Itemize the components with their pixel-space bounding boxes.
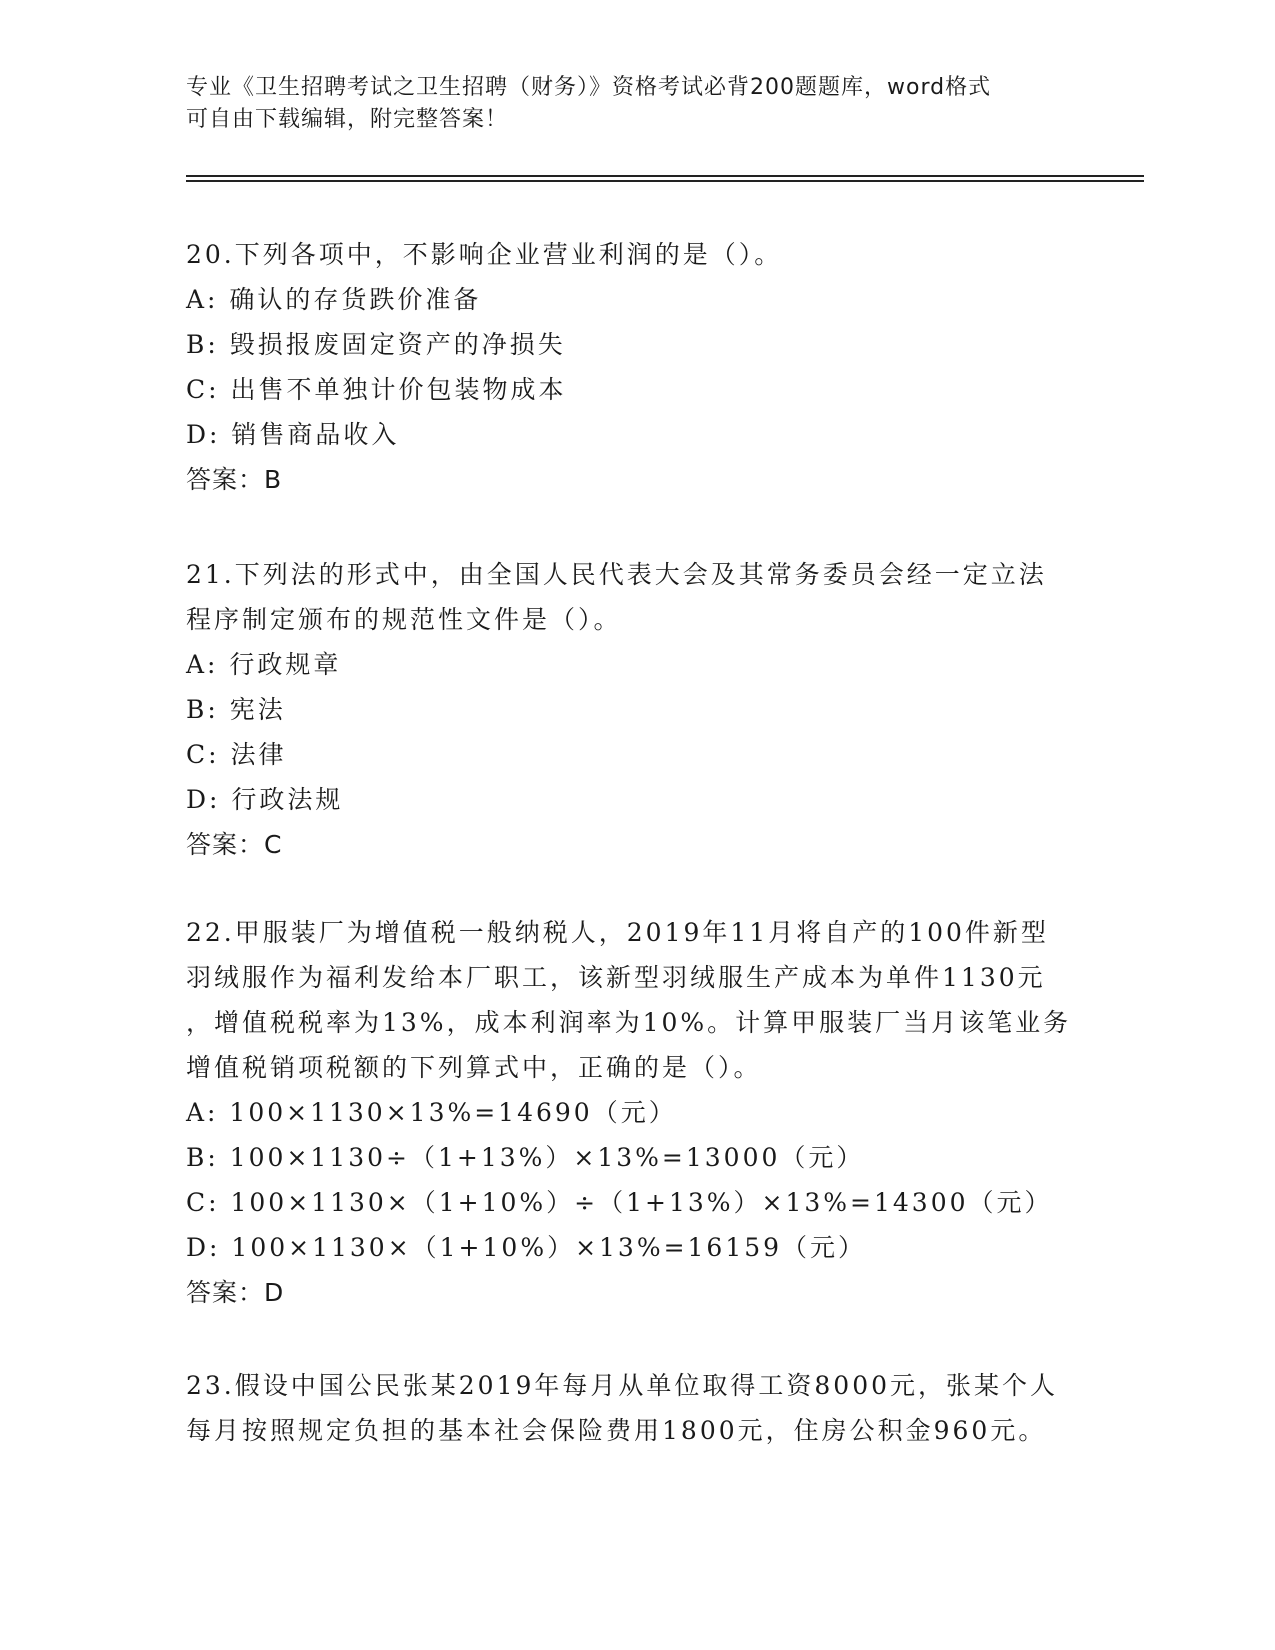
option-a: A: 确认的存货跌价准备: [186, 285, 482, 314]
answer-text: 答案：D: [186, 1278, 285, 1307]
header-divider-top: [186, 175, 1144, 177]
question-20: [186, 232, 1076, 502]
header-divider-bottom: [186, 180, 1144, 182]
header-line-1: 专业《卫生招聘考试之卫生招聘（财务）》资格考试必背200题题库，word格式: [186, 75, 992, 100]
question-stem: 羽绒服作为福利发给本厂职工，该新型羽绒服生产成本为单件1130元: [186, 963, 1046, 992]
document-header: [186, 72, 1086, 136]
option-d: D: 行政法规: [186, 785, 344, 814]
answer-text: 答案：B: [186, 465, 283, 494]
option-b: B: 毁损报废固定资产的净损失: [186, 330, 566, 359]
option-c: C: 100×1130×（1+10%）÷（1+13%）×13%=14300（元）: [186, 1188, 1053, 1217]
question-stem: 23.假设中国公民张某2019年每月从单位取得工资8000元，张某个人: [186, 1371, 1059, 1400]
option-c: C: 法律: [186, 740, 287, 769]
question-stem: 增值税销项税额的下列算式中，正确的是（）。: [186, 1053, 762, 1082]
question-stem: ，增值税税率为13%，成本利润率为10%。计算甲服装厂当月该笔业务: [186, 1008, 1072, 1037]
answer-text: 答案：C: [186, 830, 283, 859]
header-line-2: 可自由下载编辑，附完整答案！: [186, 107, 509, 132]
option-d: D: 100×1130×（1+10%）×13%=16159（元）: [186, 1233, 867, 1262]
option-b: B: 宪法: [186, 695, 286, 724]
question-21: [186, 552, 1076, 867]
question-22: [186, 910, 1076, 1315]
question-stem: 20.下列各项中，不影响企业营业利润的是（）。: [186, 240, 783, 269]
option-c: C: 出售不单独计价包装物成本: [186, 375, 567, 404]
option-a: A: 100×1130×13%=14690（元）: [186, 1098, 677, 1127]
option-d: D: 销售商品收入: [186, 420, 400, 449]
question-23: [186, 1363, 1076, 1453]
question-stem: 程序制定颁布的规范性文件是（）。: [186, 605, 622, 634]
option-a: A: 行政规章: [186, 650, 342, 679]
question-stem: 22.甲服装厂为增值税一般纳税人，2019年11月将自产的100件新型: [186, 918, 1049, 947]
option-b: B: 100×1130÷（1+13%）×13%=13000（元）: [186, 1143, 865, 1172]
question-stem: 21.下列法的形式中，由全国人民代表大会及其常务委员会经一定立法: [186, 560, 1047, 589]
question-stem: 每月按照规定负担的基本社会保险费用1800元，住房公积金960元。: [186, 1416, 1047, 1445]
